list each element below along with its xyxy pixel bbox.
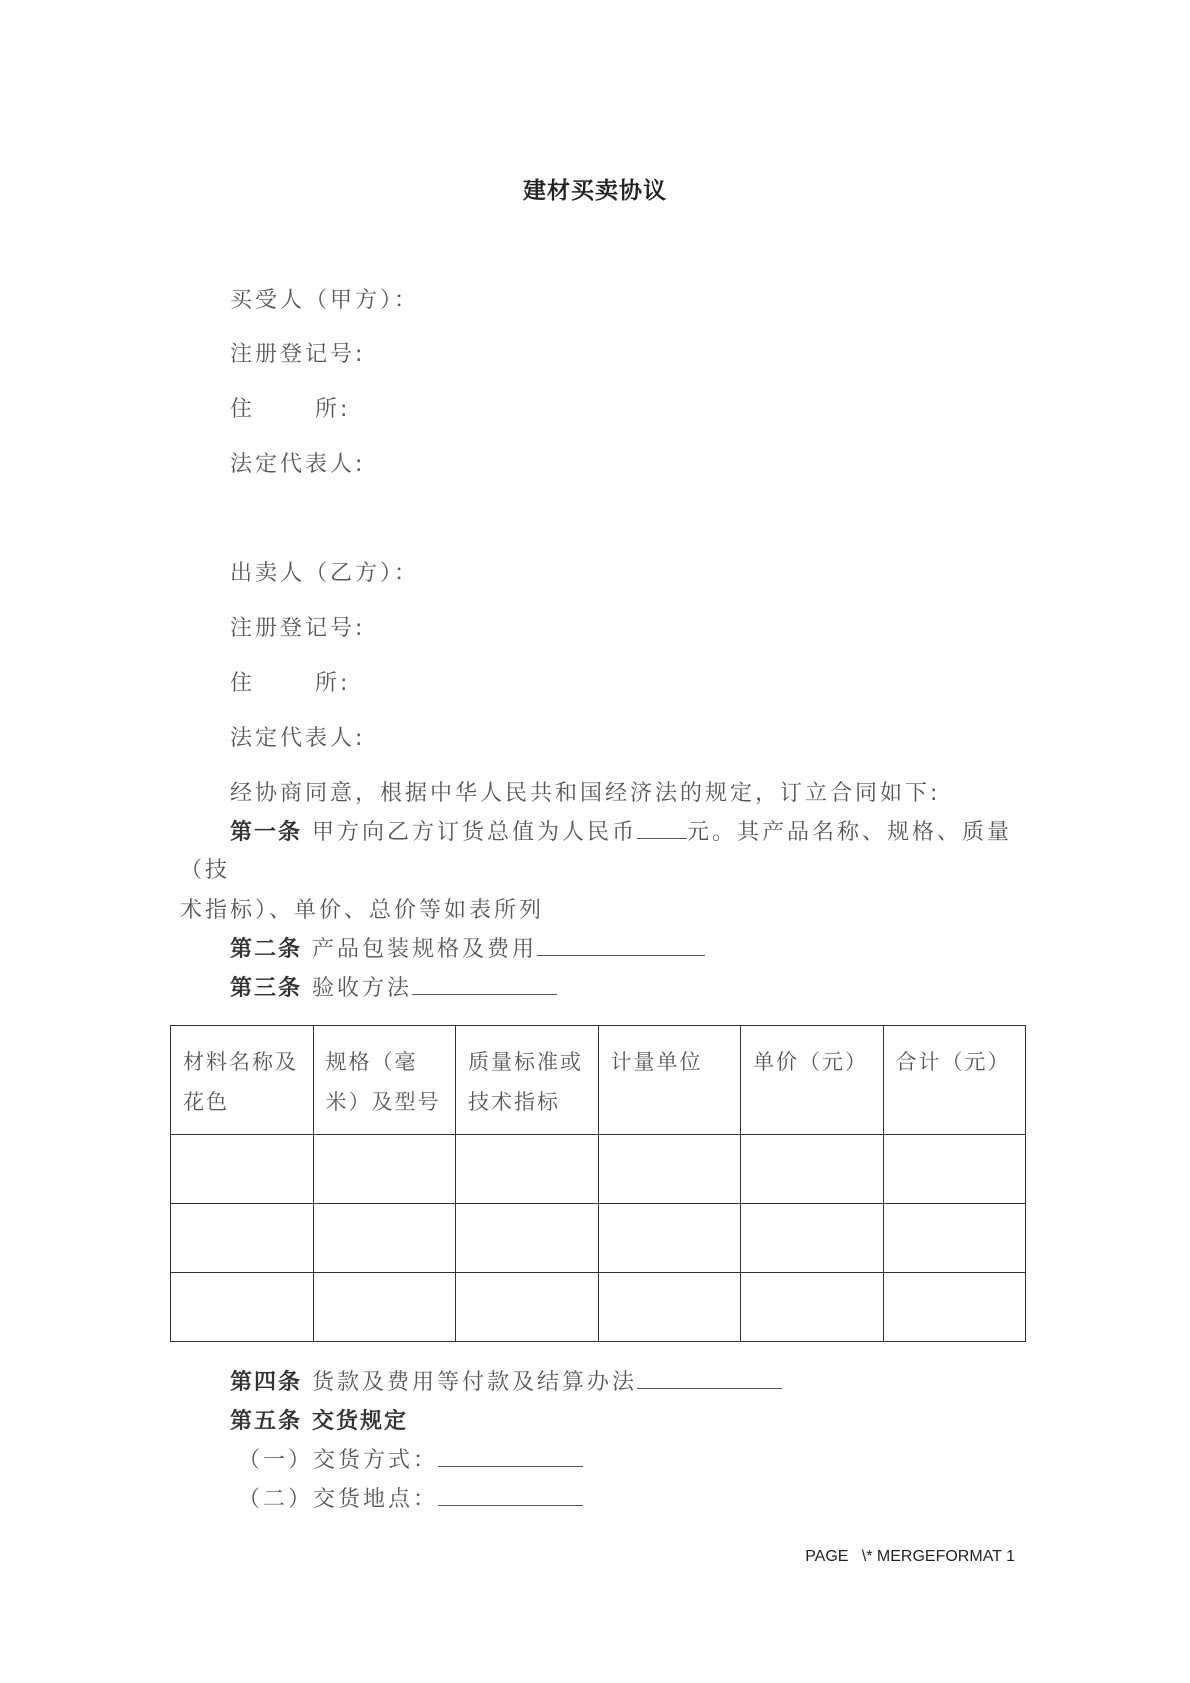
goods-table-header-cell: 计量单位 (598, 1026, 741, 1135)
table-row (171, 1135, 1026, 1204)
article-5 (230, 1404, 408, 1435)
table-cell (741, 1273, 884, 1342)
article-4-label: 第四条 (230, 1369, 303, 1395)
article-5-heading: 交货规定 (312, 1408, 409, 1434)
article-5-item-1 (238, 1443, 583, 1474)
table-cell (741, 1204, 884, 1273)
goods-table-header-cell: 合计（元） (883, 1026, 1026, 1135)
article-5-item-1-blank (438, 1448, 583, 1467)
article-1-continuation-1: （技 (180, 858, 231, 883)
table-cell (456, 1204, 599, 1273)
article-1-label: 第一条 (230, 819, 303, 845)
table-cell (741, 1135, 884, 1204)
table-cell (313, 1135, 456, 1204)
article-2-blank (537, 937, 705, 956)
table-cell (598, 1135, 741, 1204)
table-cell (313, 1273, 456, 1342)
seller-reg-no-label: 注册登记号: (230, 616, 366, 641)
table-cell (883, 1273, 1026, 1342)
table-cell (456, 1135, 599, 1204)
buyer-party-label: 买受人（甲方）： (230, 288, 420, 313)
buyer-address-label: 住 所: (230, 397, 351, 422)
table-row (171, 1204, 1026, 1273)
article-5-item-2-blank (438, 1487, 583, 1506)
document-title: 建材买卖协议 (523, 177, 667, 204)
article-1-amount-blank (637, 820, 687, 839)
table-cell (883, 1135, 1026, 1204)
goods-table-header-cell: 规格（毫 米）及型号 (313, 1026, 456, 1135)
table-cell (456, 1273, 599, 1342)
article-5-item-2-label: （二）交货地点： (238, 1487, 439, 1512)
article-4 (230, 1365, 782, 1396)
goods-table-header-cell: 质量标准或 技术指标 (456, 1026, 599, 1135)
article-3-label: 第三条 (230, 975, 303, 1001)
goods-table-header-cell: 材料名称及 花色 (171, 1026, 314, 1135)
article-1 (230, 815, 1012, 846)
article-5-label: 第五条 (230, 1408, 303, 1434)
table-cell (883, 1204, 1026, 1273)
seller-legal-rep-label: 法定代表人: (230, 726, 366, 751)
table-row (171, 1273, 1026, 1342)
article-1-continuation-2: 术指标）、单价、总价等如表所列 (180, 898, 545, 923)
table-cell (171, 1204, 314, 1273)
buyer-reg-no-label: 注册登记号: (230, 342, 366, 367)
intro-paragraph: 经协商同意，根据中华人民共和国经济法的规定，订立合同如下: (230, 781, 941, 806)
article-5-item-1-label: （一）交货方式： (238, 1448, 439, 1473)
article-1-text-after: 元。其产品名称、规格、质量 (687, 820, 1013, 845)
article-3-blank (412, 976, 557, 995)
goods-table-header-cell: 单价（元） (741, 1026, 884, 1135)
article-3 (230, 971, 557, 1002)
table-cell (313, 1204, 456, 1273)
article-4-blank (637, 1370, 782, 1389)
article-2 (230, 932, 705, 963)
seller-address-label: 住 所: (230, 671, 351, 696)
table-cell (171, 1273, 314, 1342)
page-footer-field: PAGE \* MERGEFORMAT 1 (805, 1548, 1015, 1565)
article-5-item-2 (238, 1482, 583, 1513)
article-4-text: 货款及费用等付款及结算办法 (312, 1370, 638, 1395)
goods-table (170, 1025, 1026, 1342)
table-cell (598, 1273, 741, 1342)
goods-table-header-row (171, 1026, 1026, 1135)
article-2-label: 第二条 (230, 936, 303, 962)
article-1-text-before: 甲方向乙方订货总值为人民币 (312, 820, 638, 845)
table-cell (171, 1135, 314, 1204)
article-2-text: 产品包装规格及费用 (312, 937, 538, 962)
seller-party-label: 出卖人（乙方）： (230, 561, 420, 586)
article-3-text: 验收方法 (312, 976, 413, 1001)
buyer-legal-rep-label: 法定代表人: (230, 452, 366, 477)
table-cell (598, 1204, 741, 1273)
